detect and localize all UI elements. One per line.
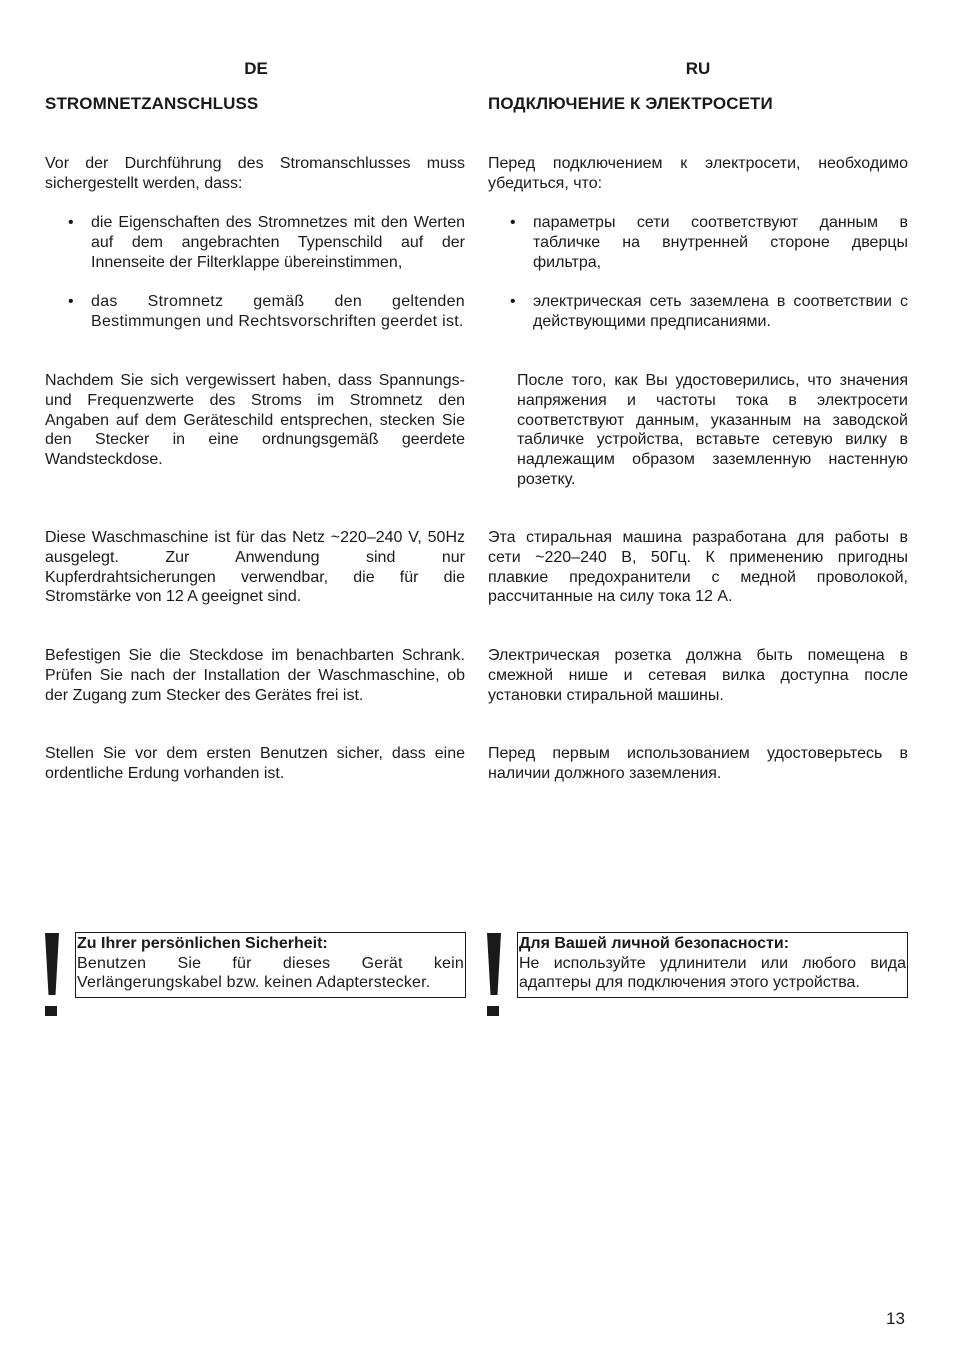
de-bullet-item [68,292,465,332]
ru-bullet-text: электрическая сеть заземлена в соответствии с действующими предписаниями. [533,293,908,330]
ru-bullet-text: параметры сети соответствуют данным в табличке на внутренней стороне дверцы фильтра, [533,214,908,271]
warning-exclamation-icon [45,933,59,1017]
de-warning-box [75,932,466,998]
ru-paragraph-rating: Эта стиральная машина разработана для работы в сети ~220–240 В, 50Гц. К применению пригодны плавкие предохранители с медной проволокой, рассчитанные на силу тока 12 А. [488,529,908,606]
ru-language-label: RU [685,59,711,78]
ru-warning-title: Для Вашей личной безопасности: [519,935,790,952]
de-bullet-item [68,213,465,272]
de-bullet-text: die Eigenschaften des Stromnetzes mit den Werten auf dem angebrachten Typenschild auf der Innenseite der Filterklappe übereinstimmen, [91,214,465,271]
de-intro-paragraph: Vor der Durchführung des Stromanschlusses muss sichergestellt werden, dass: [45,155,465,192]
bullet-icon: • [68,214,74,231]
ru-section-title: ПОДКЛЮЧЕНИЕ К ЭЛЕКТРОСЕТИ [488,94,773,113]
ru-bullet-item [510,292,908,332]
de-warning-title: Zu Ihrer persönlichen Sicherheit: [77,935,328,952]
de-paragraph-grounding: Stellen Sie vor dem ersten Benutzen sicher, dass eine ordentliche Erdung vorhanden ist. [45,745,465,782]
page-number: 13 [886,1309,905,1328]
de-section-title: STROMNETZANSCHLUSS [45,94,259,113]
warning-exclamation-icon [487,933,501,1017]
de-paragraph-socket: Befestigen Sie die Steckdose im benachbarten Schrank. Prüfen Sie nach der Installation der Waschmaschine, ob der Zugang zum Stecker des Gerätes frei ist. [45,647,465,704]
ru-intro-paragraph: Перед подключением к электросети, необходимо убедиться, что: [488,155,908,192]
ru-warning-box [517,932,908,998]
de-warning-text: Benutzen Sie für dieses Gerät kein Verlängerungskabel bzw. keinen Adapterstecker. [77,954,464,991]
de-paragraph-connection: Nachdem Sie sich vergewissert haben, dass Spannungs- und Frequenzwerte des Stroms im Stromnetz den Angaben auf dem Geräteschild entsprechen, stecken Sie den Stecker in eine ordnungsgemäß geerdete Wandsteckdose. [45,372,465,469]
bullet-icon: • [510,293,516,310]
de-paragraph-rating: Diese Waschmaschine ist für das Netz ~220–240 V, 50Hz ausgelegt. Zur Anwendung sind nur Kupferdrahtsicherungen verwendbar, die für die Stromstärke von 12 A geeignet sind. [45,529,465,606]
bullet-icon: • [68,293,74,310]
de-language-label: DE [244,59,268,78]
de-bullet-text: das Stromnetz gemäß den geltenden Bestimmungen und Rechtsvorschriften geerdet ist. [91,293,465,330]
bullet-icon: • [510,214,516,231]
ru-paragraph-socket: Электрическая розетка должна быть помещена в смежной нише и сетевая вилка доступна после установки стиральной машины. [488,647,908,704]
ru-bullet-item [510,213,908,272]
ru-paragraph-grounding: Перед первым использованием удостоверьтесь в наличии должного заземления. [488,745,908,782]
ru-paragraph-connection: После того, как Вы удостоверились, что значения напряжения и частоты тока в электросети соответствуют данным, указанным на заводской табличке устройства, вставьте сетевую вилку в надлежащим образом заземленную настенную розетку. [517,372,908,488]
ru-warning-text: Не используйте удлинители или любого вида адаптеры для подключения этого устройства. [519,954,906,991]
